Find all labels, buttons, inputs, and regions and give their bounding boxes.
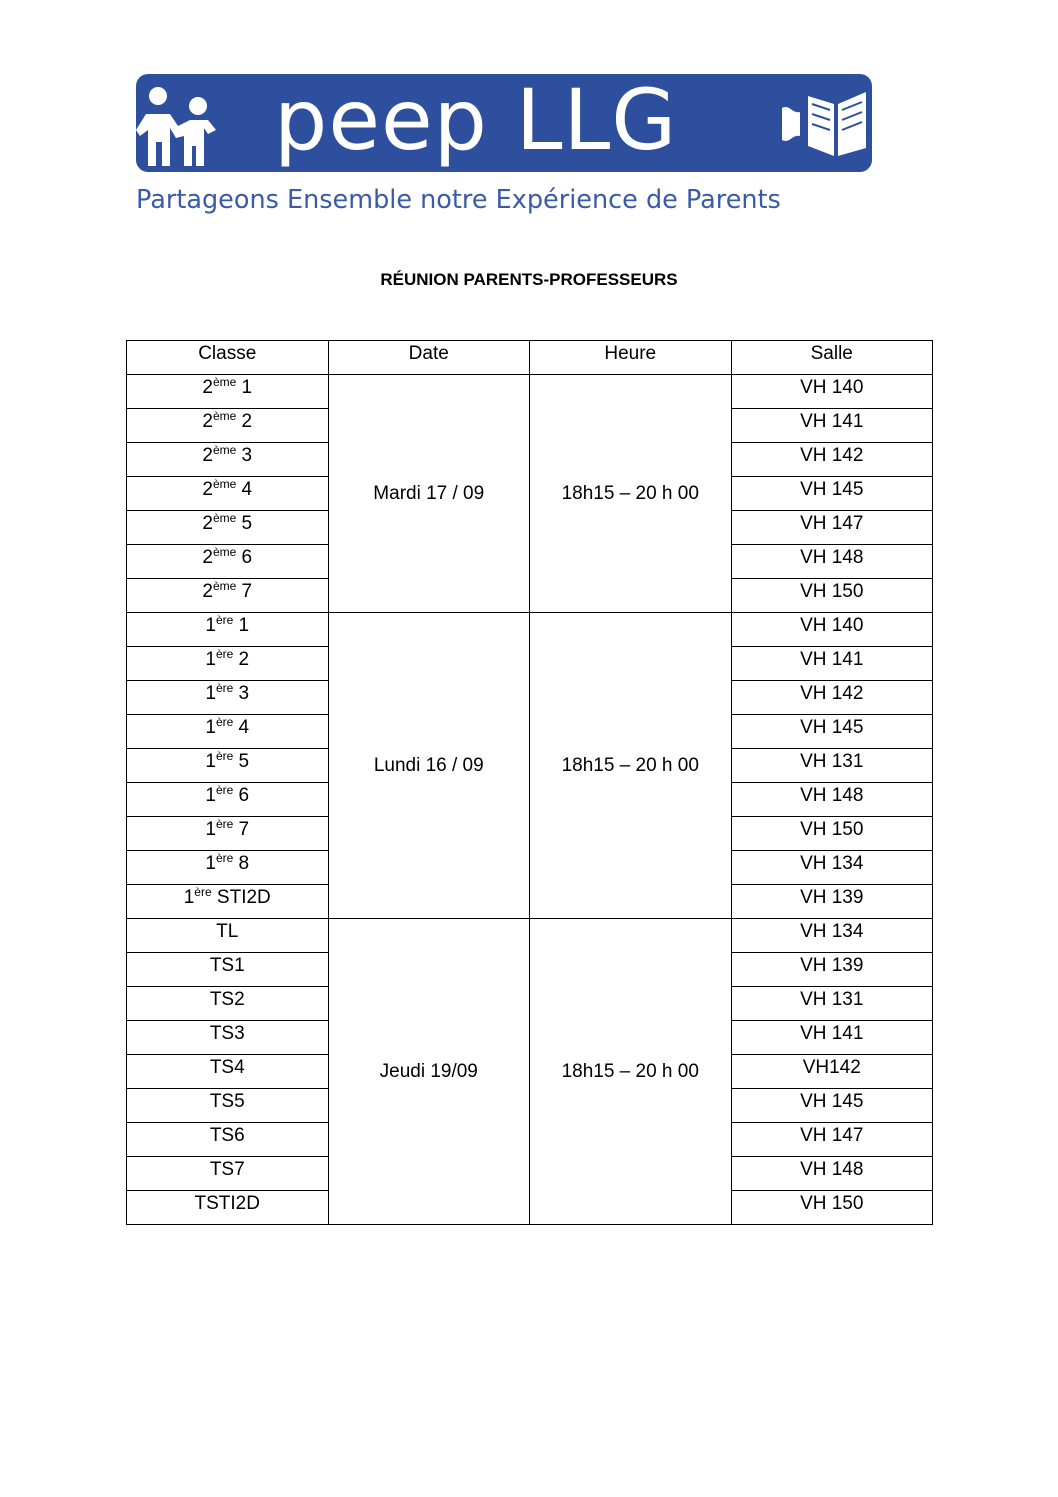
class-number: 1: [205, 717, 216, 738]
class-suffix: ème: [212, 579, 237, 593]
class-suffix: ème: [212, 511, 237, 525]
class-cell: [127, 1123, 329, 1157]
class-suffix: ère: [215, 817, 234, 831]
class-number: TS3: [209, 1023, 245, 1044]
class-suffix: ère: [215, 647, 234, 661]
class-label: 2: [236, 411, 253, 432]
room-cell: VH 150: [731, 817, 933, 851]
class-number: TS6: [209, 1125, 245, 1146]
class-number: TS7: [209, 1159, 245, 1180]
date-cell: Mardi 17 / 09: [328, 375, 530, 613]
room-cell: VH 147: [731, 511, 933, 545]
class-label: 7: [236, 581, 253, 602]
class-suffix: ère: [194, 885, 212, 899]
class-cell: [127, 375, 329, 409]
room-cell: VH 140: [731, 375, 933, 409]
class-label: 3: [233, 683, 250, 704]
class-suffix: ème: [212, 477, 237, 491]
date-cell: Lundi 16 / 09: [328, 613, 530, 919]
class-cell: [127, 443, 329, 477]
class-number: 2: [202, 479, 213, 500]
people-icon: [136, 74, 226, 172]
class-number: 2: [202, 377, 213, 398]
book-icon: [782, 74, 872, 172]
class-number: 1: [205, 683, 216, 704]
table-row: [127, 375, 933, 409]
class-label: 5: [233, 751, 250, 772]
room-cell: VH 140: [731, 613, 933, 647]
class-label: 1: [233, 615, 250, 636]
class-number: 2: [202, 581, 213, 602]
room-cell: VH 142: [731, 443, 933, 477]
page-title: RÉUNION PARENTS-PROFESSEURS: [380, 270, 678, 289]
time-cell: 18h15 – 20 h 00: [530, 919, 732, 1225]
room-cell: VH 145: [731, 715, 933, 749]
tagline: Partageons Ensemble notre Expérience de Parents: [136, 185, 781, 215]
room-cell: VH 139: [731, 885, 933, 919]
logo-text: peep LLG: [274, 74, 678, 169]
class-cell: [127, 1157, 329, 1191]
room-cell: VH 150: [731, 1191, 933, 1225]
class-suffix: ème: [212, 443, 237, 457]
class-cell: [127, 579, 329, 613]
class-number: 1: [183, 887, 195, 908]
class-label: 3: [236, 445, 253, 466]
class-cell: [127, 1089, 329, 1123]
room-cell: VH142: [731, 1055, 933, 1089]
class-label: 5: [236, 513, 253, 534]
class-number: 1: [205, 615, 216, 636]
header-classe: Classe: [127, 341, 329, 375]
table-row: [127, 919, 933, 953]
class-cell: [127, 1191, 329, 1225]
class-cell: [127, 715, 329, 749]
class-cell: [127, 783, 329, 817]
room-cell: VH 134: [731, 851, 933, 885]
class-label: 8: [233, 853, 250, 874]
class-label: STI2D: [211, 887, 271, 908]
room-cell: VH 141: [731, 1021, 933, 1055]
header-date: Date: [328, 341, 530, 375]
room-cell: VH 139: [731, 953, 933, 987]
class-number: 1: [205, 649, 216, 670]
room-cell: VH 148: [731, 545, 933, 579]
room-cell: VH 145: [731, 477, 933, 511]
class-suffix: ère: [215, 613, 234, 627]
class-cell: [127, 851, 329, 885]
class-number: TSTI2D: [194, 1193, 260, 1214]
room-cell: VH 147: [731, 1123, 933, 1157]
class-cell: [127, 511, 329, 545]
room-cell: VH 141: [731, 409, 933, 443]
room-cell: VH 148: [731, 783, 933, 817]
class-number: 1: [205, 751, 216, 772]
class-cell: [127, 681, 329, 715]
class-number: TS2: [209, 989, 245, 1010]
class-label: 6: [233, 785, 250, 806]
class-cell: [127, 613, 329, 647]
class-number: TL: [216, 921, 239, 942]
date-cell: Jeudi 19/09: [328, 919, 530, 1225]
class-number: TS5: [209, 1091, 245, 1112]
room-cell: VH 134: [731, 919, 933, 953]
class-cell: [127, 919, 329, 953]
class-number: 2: [202, 445, 213, 466]
time-cell: 18h15 – 20 h 00: [530, 375, 732, 613]
room-cell: VH 148: [731, 1157, 933, 1191]
class-label: 4: [233, 717, 250, 738]
class-cell: [127, 1021, 329, 1055]
schedule-table: [126, 340, 933, 1225]
class-cell: [127, 647, 329, 681]
class-label: 2: [233, 649, 250, 670]
class-suffix: ère: [215, 783, 234, 797]
class-number: 2: [202, 513, 213, 534]
room-cell: VH 131: [731, 987, 933, 1021]
time-cell: 18h15 – 20 h 00: [530, 613, 732, 919]
class-suffix: ère: [215, 851, 234, 865]
class-suffix: ème: [212, 409, 237, 423]
class-cell: [127, 1055, 329, 1089]
class-suffix: ème: [212, 545, 237, 559]
class-number: 1: [205, 819, 216, 840]
class-cell: [127, 817, 329, 851]
header-salle: Salle: [731, 341, 933, 375]
class-suffix: ère: [215, 681, 234, 695]
class-suffix: ère: [215, 715, 234, 729]
class-number: 1: [205, 853, 216, 874]
class-suffix: ère: [215, 749, 234, 763]
class-label: 1: [236, 377, 253, 398]
class-label: 6: [236, 547, 253, 568]
class-number: 2: [202, 411, 213, 432]
class-cell: [127, 953, 329, 987]
class-number: TS4: [209, 1057, 245, 1078]
class-suffix: ème: [212, 375, 237, 389]
class-cell: [127, 545, 329, 579]
class-label: 4: [236, 479, 253, 500]
room-cell: VH 145: [731, 1089, 933, 1123]
class-number: 2: [202, 547, 213, 568]
header-heure: Heure: [530, 341, 732, 375]
logo-banner: [136, 74, 872, 172]
class-number: 1: [205, 785, 216, 806]
room-cell: VH 142: [731, 681, 933, 715]
room-cell: VH 150: [731, 579, 933, 613]
class-label: 7: [233, 819, 250, 840]
room-cell: VH 141: [731, 647, 933, 681]
class-cell: [127, 885, 329, 919]
class-number: TS1: [209, 955, 245, 976]
table-header-row: [127, 341, 933, 375]
room-cell: VH 131: [731, 749, 933, 783]
table-body: [127, 375, 933, 1225]
class-cell: [127, 749, 329, 783]
class-cell: [127, 409, 329, 443]
class-cell: [127, 477, 329, 511]
class-cell: [127, 987, 329, 1021]
table-row: [127, 613, 933, 647]
